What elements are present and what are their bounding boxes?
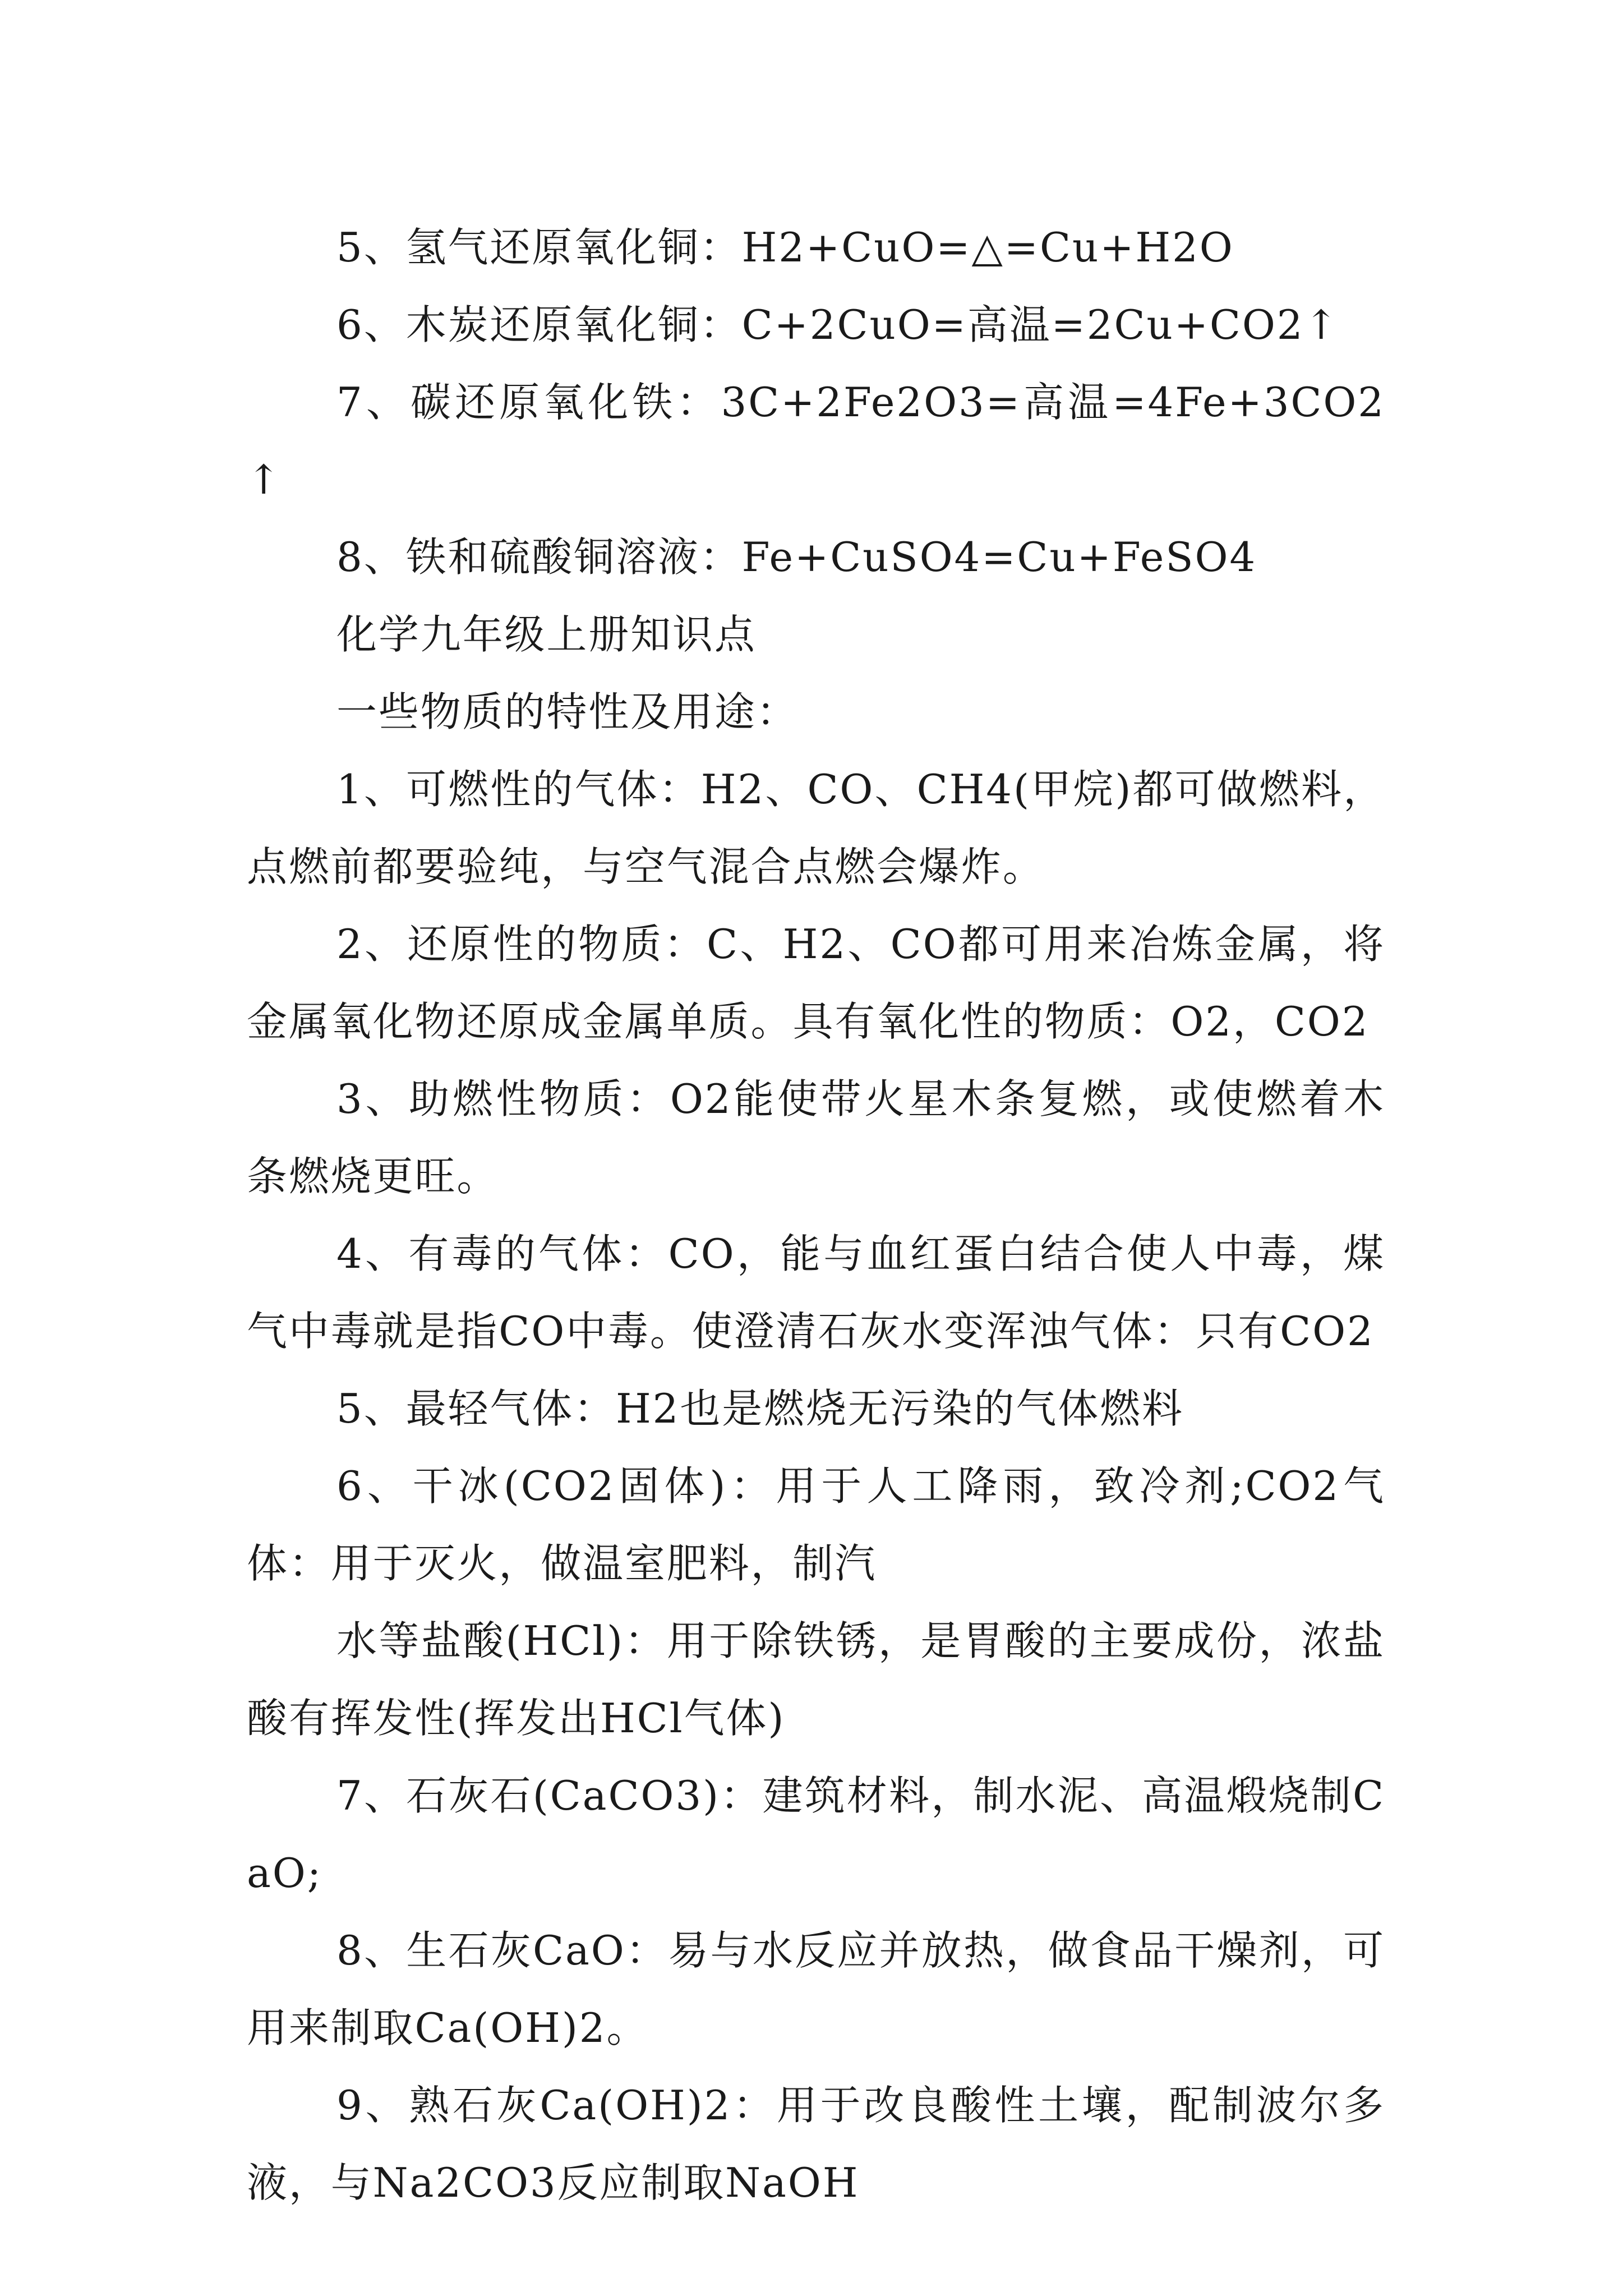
subsection-heading: 一些物质的特性及用途： [336,688,799,735]
paragraph-limestone: 7、石灰石(CaCO3)：建筑材料，制水泥、高温煅烧制CaO; [247,1772,1385,1897]
paragraph-hydrogen-reduce-copper-oxide: 5、氢气还原氧化铜：H2+CuO=△=Cu+H2O [336,224,1234,271]
section-heading: 化学九年级上册知识点 [336,611,757,658]
paragraph-quicklime: 8、生石灰CaO：易与水反应并放热，做食品干燥剂，可用来制取Ca(OH)2。 [247,1927,1385,2051]
paragraph-carbon-reduce-iron-oxide: 7、碳还原氧化铁：3C+2Fe2O3=高温=4Fe+3CO2↑ [247,379,1385,503]
paragraph-hydrochloric-acid: 水等盐酸(HCl)：用于除铁锈，是胃酸的主要成份，浓盐酸有挥发性(挥发出HCl气体) [247,1617,1385,1742]
paragraph-iron-copper-sulfate: 8、铁和硫酸铜溶液：Fe+CuSO4=Cu+FeSO4 [336,533,1257,581]
paragraph-reducing-substances: 2、还原性的物质：C、H2、CO都可用来冶炼金属，将金属氧化物还原成金属单质。具有氧化性的物质：O2，CO2 [247,921,1385,1045]
paragraph-charcoal-reduce-copper-oxide: 6、木炭还原氧化铜：C+2CuO=高温=2Cu+CO2↑ [336,301,1340,348]
paragraph-flammable-gases: 1、可燃性的气体：H2、CO、CH4(甲烷)都可做燃料，点燃前都要验纯，与空气混合点燃会爆炸。 [247,766,1385,890]
paragraph-toxic-gas: 4、有毒的气体：CO，能与血红蛋白结合使人中毒，煤气中毒就是指CO中毒。使澄清石灰水变浑浊气体：只有CO2 [247,1230,1385,1355]
paragraph-slaked-lime: 9、熟石灰Ca(OH)2：用于改良酸性土壤，配制波尔多液，与Na2CO3反应制取NaOH [247,2082,1385,2206]
paragraph-lightest-gas: 5、最轻气体：H2也是燃烧无污染的气体燃料 [336,1385,1184,1432]
document-body [247,209,1385,2221]
paragraph-dry-ice: 6、干冰(CO2固体)：用于人工降雨，致冷剂;CO2气体：用于灭火，做温室肥料，制汽 [247,1462,1385,1587]
paragraph-combustion-supporting: 3、助燃性物质：O2能使带火星木条复燃，或使燃着木条燃烧更旺。 [247,1075,1385,1200]
